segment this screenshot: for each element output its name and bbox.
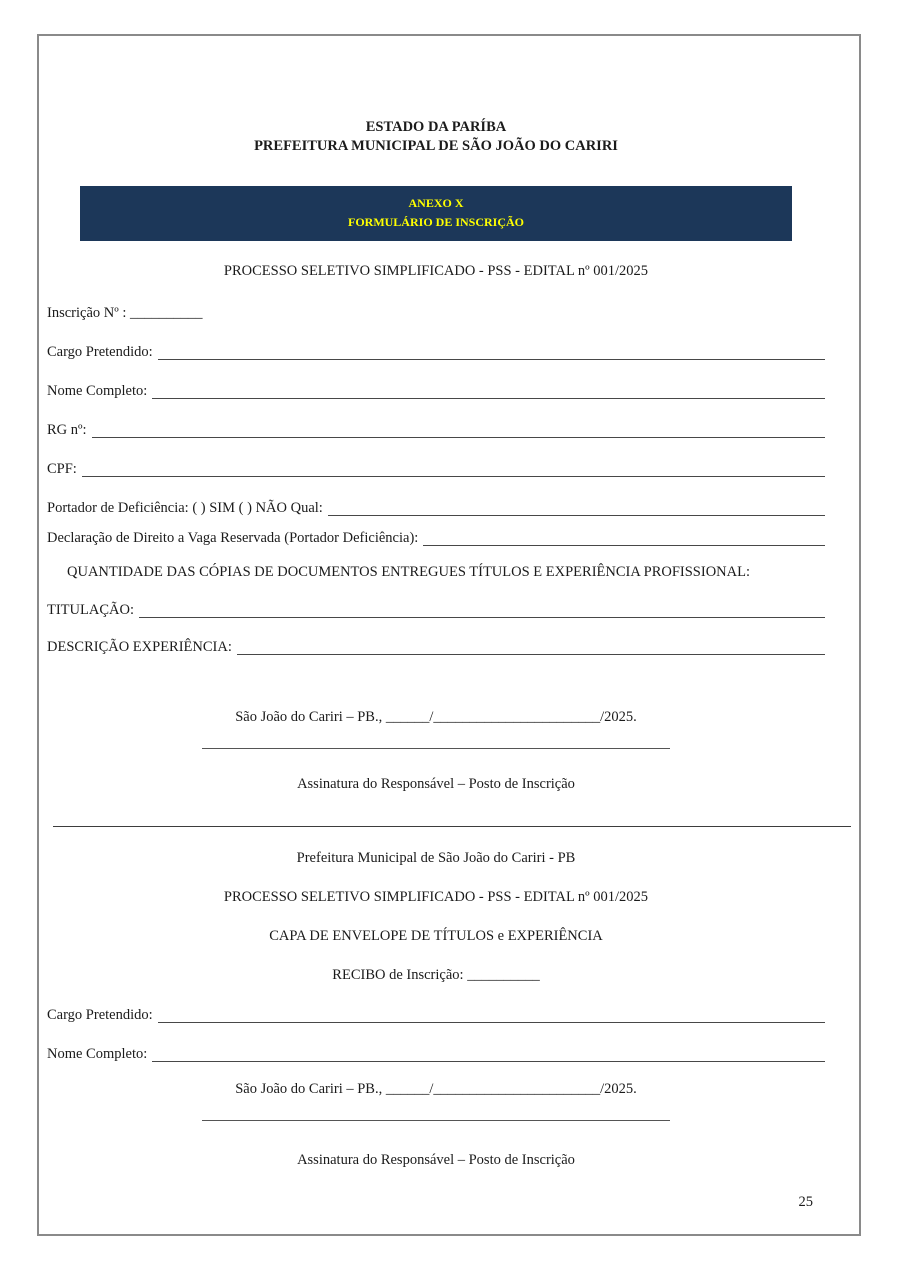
field2-nome-blank-line [152, 1061, 825, 1062]
field-titulacao-label: TITULAÇÃO: [47, 602, 134, 618]
field-cpf-label: CPF: [47, 461, 77, 477]
field-nome-completo [47, 384, 825, 399]
field-cpf [47, 462, 825, 477]
field-descricao-label: DESCRIÇÃO EXPERIÊNCIA: [47, 639, 232, 655]
field-cargo-blank-line [158, 359, 825, 360]
anexo-banner [80, 186, 792, 241]
section1-date-line: São João do Cariri – PB., ______/_______________________/2025. [235, 709, 637, 725]
section-divider [53, 826, 851, 827]
field-declaracao-blank-line [423, 545, 825, 546]
recibo-line: RECIBO de Inscrição: __________ [332, 967, 540, 983]
section2-signature-line [202, 1120, 670, 1121]
field-declaracao [47, 531, 825, 546]
quantidade-statement [47, 565, 825, 580]
section1-signature-caption: Assinatura do Responsável – Posto de Inscrição [297, 776, 575, 792]
document-page [37, 34, 861, 1236]
field2-cargo-label: Cargo Pretendido: [47, 1007, 153, 1023]
page-number: 25 [798, 1194, 813, 1210]
field-cargo-label: Cargo Pretendido: [47, 344, 153, 360]
field-nome-label: Nome Completo: [47, 383, 148, 399]
banner-anexo-label: ANEXO X [408, 196, 464, 210]
field-rg-label: RG nº: [47, 422, 87, 438]
banner-form-title: FORMULÁRIO DE INSCRIÇÃO [347, 215, 524, 229]
section1-signature-line [202, 748, 670, 749]
field2-cargo-pretendido [47, 1008, 825, 1023]
field-descricao-blank-line [237, 654, 825, 655]
page-content [39, 36, 859, 1211]
field-nome-blank-line [152, 398, 825, 399]
section2-date-line: São João do Cariri – PB., ______/_______________________/2025. [235, 1081, 637, 1097]
field2-cargo-blank-line [158, 1022, 825, 1023]
section1-title: PROCESSO SELETIVO SIMPLIFICADO - PSS - EDITAL nº 001/2025 [223, 263, 649, 279]
field-deficiencia-blank-line [328, 515, 825, 516]
section2-title: PROCESSO SELETIVO SIMPLIFICADO - PSS - EDITAL nº 001/2025 [223, 889, 649, 905]
section2-signature-caption: Assinatura do Responsável – Posto de Inscrição [297, 1152, 575, 1168]
field-declaracao-label: Declaração de Direito a Vaga Reservada (Portador Deficiência): [47, 530, 419, 546]
field-descricao-experiencia [47, 640, 825, 655]
field-inscricao-label: Inscrição Nº : __________ [47, 305, 203, 321]
field-titulacao [47, 603, 825, 618]
field-inscricao [47, 306, 825, 321]
field-deficiencia-label: Portador de Deficiência: ( ) SIM ( ) NÃO Qual: [47, 500, 323, 516]
header-state-line: ESTADO DA PARÍBA [365, 119, 507, 135]
field-deficiencia [47, 501, 825, 516]
quantidade-label: QUANTIDADE DAS CÓPIAS DE DOCUMENTOS ENTREGUES TÍTULOS E EXPERIÊNCIA PROFISSIONAL: [67, 564, 751, 580]
field-rg [47, 423, 825, 438]
document-header [47, 118, 825, 156]
field-rg-blank-line [92, 437, 825, 438]
field2-nome-label: Nome Completo: [47, 1046, 148, 1062]
section2-subtitle: CAPA DE ENVELOPE DE TÍTULOS e EXPERIÊNCIA [269, 928, 603, 944]
section2-org-line: Prefeitura Municipal de São João do Cariri - PB [296, 850, 576, 866]
field-titulacao-blank-line [139, 617, 825, 618]
header-municipality-line: PREFEITURA MUNICIPAL DE SÃO JOÃO DO CARIRI [254, 138, 618, 154]
field-cpf-blank-line [82, 476, 825, 477]
field-cargo-pretendido [47, 345, 825, 360]
field2-nome-completo [47, 1047, 825, 1062]
